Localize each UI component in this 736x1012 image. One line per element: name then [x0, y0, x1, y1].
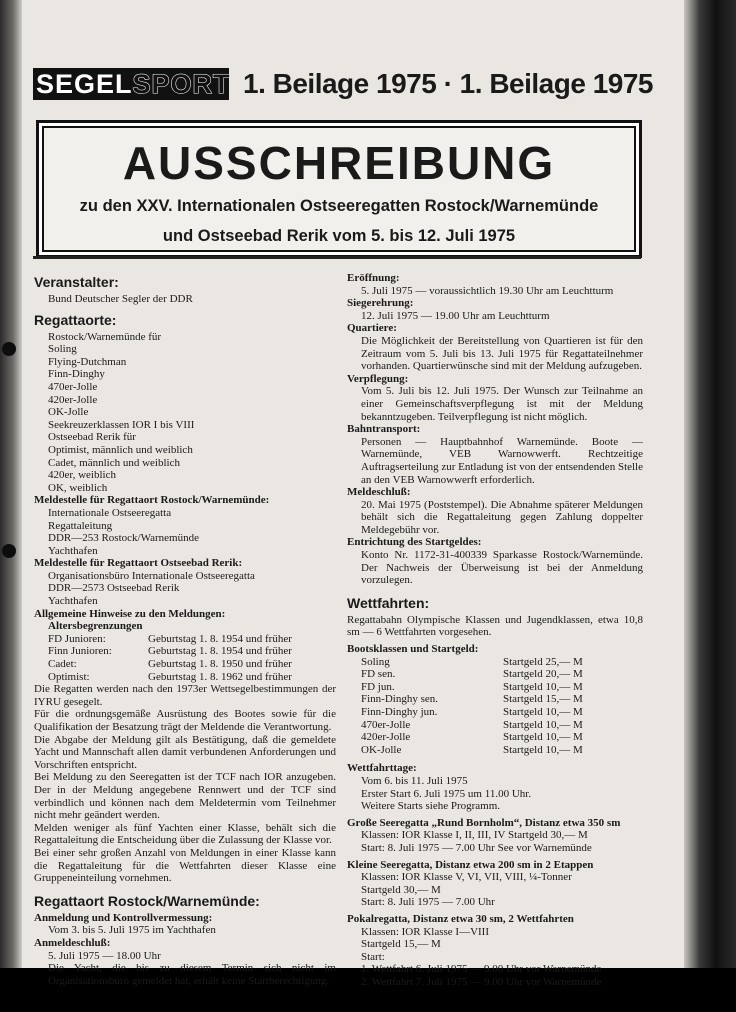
paragraph: Bei Meldung zu den Seeregatten ist der TCF nach IOR anzugeben. Der in der Meldung angegebene Rennwert und der TCF sind verbindlich und können nach dem Meldetermin vom Teilnehmer nicht mehr geändert werden. [34, 771, 336, 822]
entry-fee: Startgeld 15,— M [503, 693, 583, 706]
catering-text: Vom 5. Juli bis 12. Juli 1975. Der Wunsch zur Teilnahme an einer Gemeinschaftsverpflegung ist mit der Meldung bekanntzugeben. Teilverpflegung ist nicht möglich. [361, 385, 643, 423]
age-limit-value: Geburtstag 1. 8. 1954 und früher [148, 632, 292, 645]
entry-office-rerik [34, 570, 336, 608]
subheading-general-notes: Allgemeine Hinweise zu den Meldungen: [34, 607, 226, 620]
accommodation-text: Die Möglichkeit der Bereitstellung von Quartieren ist für den Zeitraum vom 5. Juli bis 13. Juli 1975 für Regattateilnehmer vorhanden. Quartierwünsche sind mit der Meldung aufzugeben. [361, 334, 643, 373]
address-line: Yachthafen [48, 544, 98, 557]
subheading-award-ceremony: Siegerehrung: [347, 297, 414, 310]
paragraph: Die Regatten werden nach den 1973er Wettsegelbestimmungen der IYRU gesegelt. [34, 683, 336, 708]
subheading-age-limits: Altersbegrenzungen [48, 620, 143, 633]
entry-deadline-text: 20. Mai 1975 (Poststempel). Die Abnahme späterer Meldungen behält sich die Regattaleitung gegen Zahlung doppelter Meldegebühr vor. [361, 498, 643, 536]
section-heading-venues: Regattaorte: [34, 311, 117, 328]
cup-race-line: Start: [361, 950, 385, 963]
entry-fee-payment-text: Konto Nr. 1172-31-400339 Sparkasse Rostock/Warnemünde. Der Nachweis der Überweisung ist bei der Anmeldung vorzulegen. [361, 549, 643, 587]
entry-fee: Startgeld 10,— M [503, 743, 583, 756]
organizer-text: Bund Deutscher Segler der DDR [48, 293, 193, 305]
address-line: Yachthafen [48, 595, 98, 608]
title-subline-1: zu den XXV. Internationalen Ostseeregatten Rostock/Warnemünde [79, 197, 599, 215]
fee-row [347, 656, 643, 669]
page-header [33, 66, 683, 102]
entry-fee: Startgeld 10,— M [503, 706, 583, 718]
subheading-registration-deadline: Anmeldeschluß: [34, 936, 111, 949]
list-item: Ostseebad Rerik für [48, 431, 136, 444]
address-line: Organisationsbüro Internationale Ostseeregatta [48, 569, 255, 582]
list-item: Finn-Dinghy [48, 368, 105, 381]
address-line: DDR—253 Rostock/Warnemünde [48, 532, 199, 545]
registration-deadline-note: Die Yacht, die bis zu diesem Termin sich nicht im Organisationsbüro gemeldet hat, erhält keine Startberechtigung. [48, 962, 336, 987]
boat-class: Finn-Dinghy jun. [361, 706, 438, 718]
paragraph: Für die ordnungsgemäße Ausrüstung des Bootes sowie für die Qualifikation der Besatzung trägt der Meldende die Verantwortung. [34, 708, 336, 733]
left-column [34, 274, 336, 987]
scan-page-edge [684, 0, 736, 1012]
fee-row [347, 681, 643, 694]
paragraph: Die Abgabe der Meldung gilt als Bestätigung, daß die gemeldete Yacht und Mannschaft allen damit verbundenen Anforderungen und Vorschriften entspricht. [34, 733, 336, 771]
boat-class: Soling [361, 655, 390, 668]
address-line: Regattaleitung [48, 519, 113, 532]
fee-row [347, 668, 643, 681]
age-limit-row [34, 658, 336, 671]
entry-fee: Startgeld 25,— M [503, 655, 583, 668]
list-item: OK-Jolle [48, 406, 89, 419]
entry-office-rostock [34, 507, 336, 557]
entry-fee: Startgeld 10,— M [503, 680, 583, 693]
fee-row [347, 719, 643, 732]
race-days-line: Erster Start 6. Juli 1975 um 11.00 Uhr. [361, 787, 532, 800]
subheading-entry-office-rerik: Meldestelle für Regattaort Ostseebad Rerik: [34, 557, 243, 570]
paragraph: Melden weniger als fünf Yachten einer Klasse, behält sich die Regattaleitung die Entscheidung über die Zulassung der Klasse vor. [34, 821, 336, 847]
award-ceremony-text: 12. Juli 1975 — 19.00 Uhr am Leuchtturm [361, 309, 550, 322]
boat-class: 470er-Jolle [361, 718, 411, 731]
age-limit-class: Cadet: [48, 658, 77, 671]
large-race-line: Klassen: IOR Klasse I, II, III, IV Startgeld 30,— M [361, 829, 588, 842]
section-heading-rostock: Regattaort Rostock/Warnemünde: [34, 892, 260, 909]
binder-hole [2, 544, 16, 558]
address-line: Internationale Ostseeregatta [48, 506, 172, 519]
rail-transport-text: Personen — Hauptbahnhof Warnemünde. Boote — Warnemünde, VEB Warnowwerft. Rechtzeitige Auftragserteilung zur Entladung ist von der entsendenden Stelle an den VEB Warnowwerft erforderlich. [361, 435, 643, 486]
list-item: Seekreuzerklassen IOR I bis VIII [48, 418, 195, 431]
list-item: 420er, weiblich [48, 469, 116, 482]
subheading-small-offshore-race: Kleine Seeregatta, Distanz etwa 200 sm in 2 Etappen [347, 858, 594, 871]
list-item: Flying-Dutchman [48, 355, 127, 368]
list-item: Rostock/Warnemünde für [48, 330, 162, 343]
age-limit-class: Optimist: [48, 670, 90, 683]
subheading-large-offshore-race: Große Seeregatta „Rund Bornholm“, Distanz etwa 350 sm [347, 816, 621, 829]
divider [33, 256, 641, 259]
subheading-registration: Anmeldung und Kontrollvermessung: [34, 911, 213, 924]
boat-class: OK-Jolle [361, 743, 402, 756]
boat-class: Finn-Dinghy sen. [361, 693, 438, 706]
fee-row [347, 706, 643, 719]
age-limit-value: Geburtstag 1. 8. 1950 und früher [148, 658, 292, 671]
age-limit-row [34, 633, 336, 646]
age-limit-value: Geburtstag 1. 8. 1954 und früher [148, 645, 292, 658]
subheading-entry-office-rostock: Meldestelle für Regattaort Rostock/Warnemünde: [34, 494, 270, 507]
age-limit-row [34, 671, 336, 684]
race-days-line: Weitere Starts siehe Programm. [361, 800, 501, 813]
large-race-line: Start: 8. Juli 1975 — 7.00 Uhr See vor Warnemünde [361, 841, 592, 854]
subheading-entry-fee-payment: Entrichtung des Startgeldes: [347, 536, 482, 549]
page-title: AUSSCHREIBUNG [122, 137, 556, 189]
list-item: 420er-Jolle [48, 393, 98, 406]
age-limit-class: Finn Junioren: [48, 645, 112, 658]
supplement-title: 1. Beilage 1975 · 1. Beilage 1975 [243, 68, 653, 99]
races-text: Regattabahn Olympische Klassen und Jugendklassen, etwa 10,8 sm — 6 Wettfahrten vorgesehen. [347, 613, 643, 639]
fee-row [347, 744, 643, 757]
registration-deadline-time: 5. Juli 1975 — 18.00 Uhr [48, 949, 161, 962]
entry-fee: Startgeld 10,— M [503, 718, 583, 731]
small-race-line: Startgeld 30,— M [361, 883, 441, 896]
age-limit-class: FD Junioren: [48, 632, 106, 645]
list-item: Cadet, männlich und weiblich [48, 456, 180, 469]
subheading-opening: Eröffnung: [347, 272, 400, 284]
title-subline-2: und Ostseebad Rerik vom 5. bis 12. Juli 1975 [162, 227, 516, 245]
boat-class: FD sen. [361, 668, 396, 681]
cup-race-line: Startgeld 15,— M [361, 938, 441, 951]
logo-text-segel: SEGEL [36, 69, 133, 99]
subheading-entry-deadline: Meldeschluß: [347, 486, 411, 499]
boat-class: FD jun. [361, 680, 395, 693]
subheading-rail-transport: Bahntransport: [347, 423, 421, 436]
list-item: Optimist, männlich und weiblich [48, 443, 193, 456]
registration-text: Vom 3. bis 5. Juli 1975 im Yachthafen [48, 924, 216, 937]
entry-fee: Startgeld 10,— M [503, 731, 583, 744]
announcement-title-box [36, 120, 642, 258]
section-heading-organizer: Veranstalter: [34, 274, 119, 290]
venue-list [34, 331, 336, 495]
cup-race-line: 2. Wettfahrt 7. Juli 1975 — 9.00 Uhr vor Warnemünde [361, 975, 602, 988]
fee-row [347, 693, 643, 706]
age-limit-row [34, 645, 336, 658]
subheading-race-days: Wettfahrttage: [347, 762, 417, 775]
paragraph: Bei einer sehr großen Anzahl von Meldungen in einer Klasse kann die Regattaleitung für die Wettfahrten dieser Klasse eine Gruppeneinteilung vornehmen. [34, 846, 336, 885]
list-item: 470er-Jolle [48, 380, 98, 393]
opening-text: 5. Juli 1975 — voraussichtlich 19.30 Uhr am Leuchtturm [361, 284, 614, 297]
small-race-line: Klassen: IOR Klasse V, VI, VII, VIII, ¼-Tonner [361, 871, 572, 884]
subheading-cup-race: Pokalregatta, Distanz etwa 30 sm, 2 Wettfahrten [347, 912, 574, 925]
small-race-line: Start: 8. Juli 1975 — 7.00 Uhr [361, 896, 495, 909]
entry-fee: Startgeld 20,— M [503, 668, 583, 681]
race-days-line: Vom 6. bis 11. Juli 1975 [361, 774, 468, 787]
age-limit-value: Geburtstag 1. 8. 1962 und früher [148, 670, 292, 683]
subheading-catering: Verpflegung: [347, 372, 409, 385]
boat-class: 420er-Jolle [361, 731, 411, 744]
address-line: DDR—2573 Ostseebad Rerik [48, 582, 180, 595]
cup-race-line: Klassen: IOR Klasse I—VIII [361, 925, 489, 938]
right-column [347, 272, 643, 988]
list-item: OK, weiblich [48, 481, 108, 494]
segelsport-logo [33, 68, 229, 100]
subheading-accommodation: Quartiere: [347, 322, 397, 335]
scan-binding-shadow [0, 0, 22, 1012]
binder-hole [2, 342, 16, 356]
list-item: Soling [48, 343, 77, 356]
logo-text-sport: SPORT [132, 69, 231, 99]
fee-row [347, 731, 643, 744]
cup-race-line: 1. Wettfahrt 6. Juli 1975 — 9.00 Uhr vor Warnemünde [361, 963, 602, 976]
section-heading-races: Wettfahrten: [347, 594, 430, 611]
subheading-classes-and-fees: Bootsklassen und Startgeld: [347, 643, 479, 656]
